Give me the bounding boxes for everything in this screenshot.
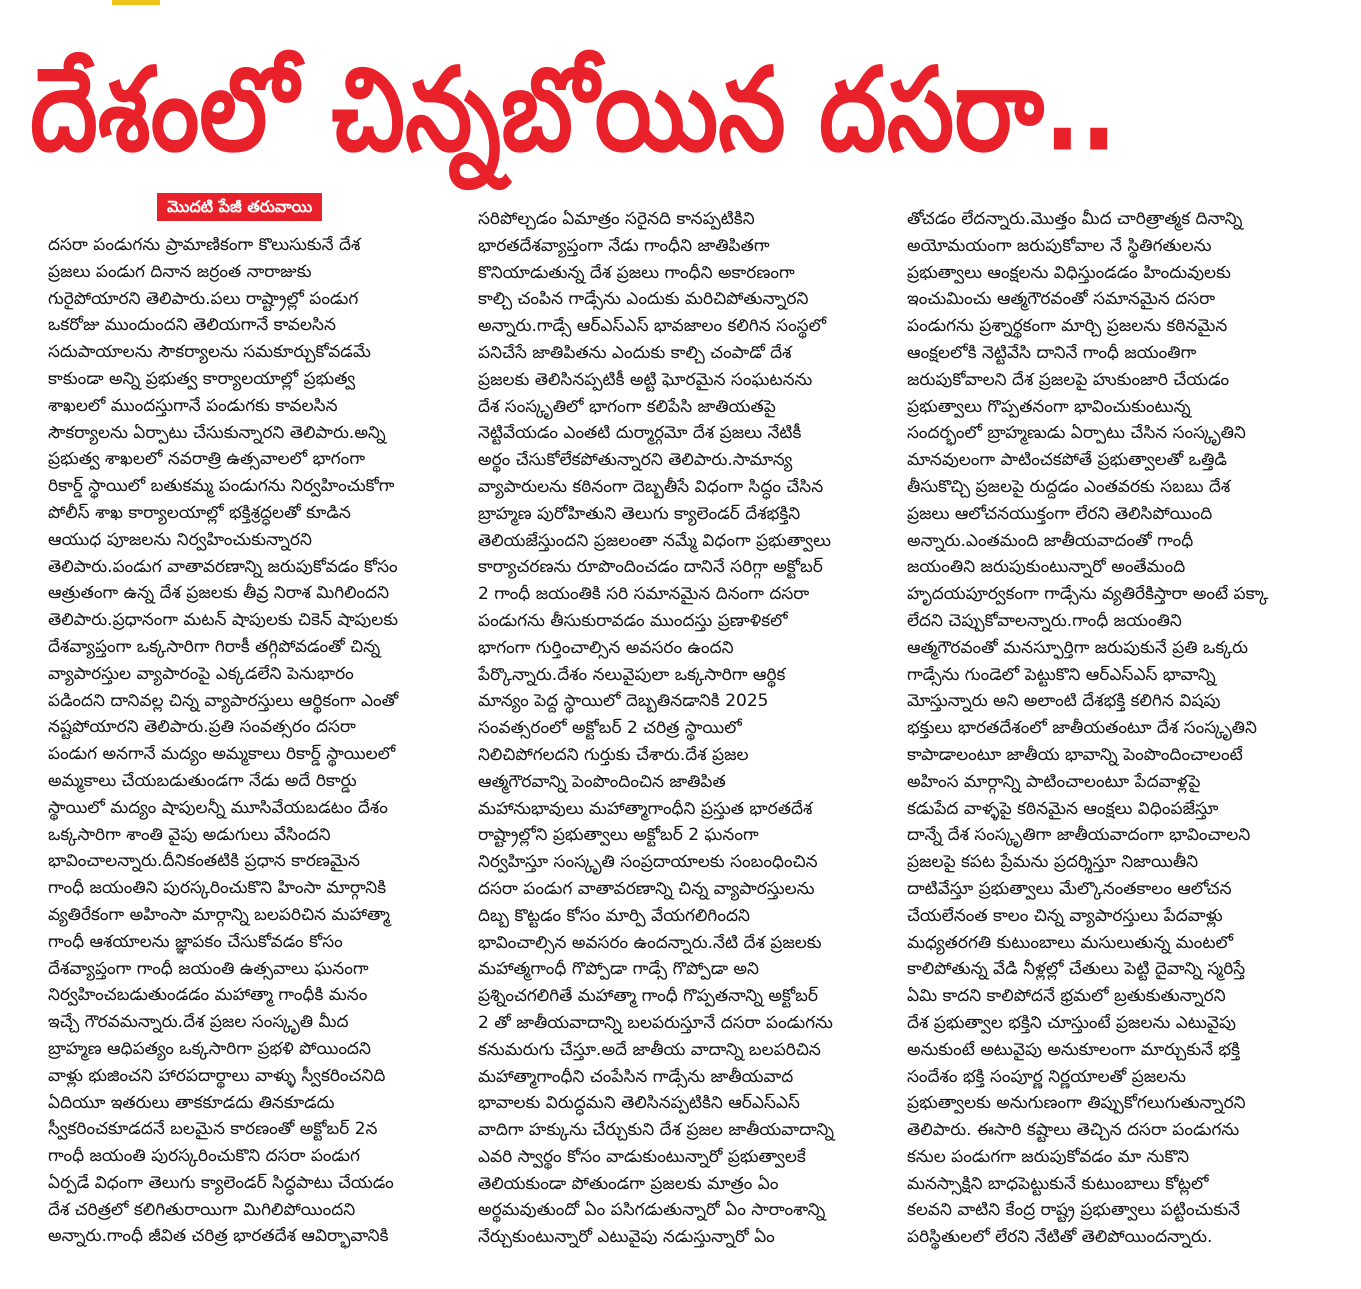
accent-bar (112, 0, 160, 5)
article-column-1: దసరా పండుగను ప్రామాణికంగా కొలుసుకునే దేశ ప్రజలు పండుగ దినాన జర్రంత నారాజుకు గురైపోయారని తెలిపారు.పలు రాష్ట్రాల్లో పండుగ ఒకరోజు ముందుందని తెలియగానే కావలసిన సదుపాయాలను సౌకర్యాలను సమకూర్చుకోవడమే కాకుండా అన్ని ప్రభుత్వ కార్యాలయాల్లో ప్రభుత్వ శాఖలలో ముందస్తుగానే పండుగకు కావలసిన సౌకర్యాలను ఏర్పాటు చేసుకున్నారని తెలిపారు.అన్ని ప్రభుత్వ శాఖలలో నవరాత్రి ఉత్సవాలలో భాగంగా రికార్డ్ స్థాయిలో బతుకమ్మ పండుగను నిర్వహించుకోగా పోలీస్ శాఖ కార్యాలయాల్లో భక్తిశ్రద్ధలతో కూడిన ఆయుధ పూజలను నిర్వహించుకున్నారని తెలిపారు.పండుగ వాతావరణాన్ని జరుపుకోవడం కోసం ఆత్రుతంగా ఉన్న దేశ ప్రజలకు తీవ్ర నిరాశ మిగిలిందని తెలిపారు.ప్రధానంగా మటన్ షాపులకు చికెన్ షాపులకు దేశవ్యాప్తంగా ఒక్కసారిగా గిరాకీ తగ్గిపోవడంతో చిన్న వ్యాపారస్తుల వ్యాపారంపై ఎక్కడలేని పెనుభారం పడిందని దానివల్ల చిన్న వ్యాపారస్తులు ఆర్థికంగా ఎంతో నష్టపోయారని తెలిపారు.ప్రతి సంవత్సరం దసరా పండుగ అనగానే మద్యం అమ్మకాలు రికార్డ్ స్థాయిలలో అమ్మకాలు చేయబడుతుండగా నేడు అదే రికార్డు స్థాయిలో మద్యం షాపులన్నీ మూసివేయబడటం దేశం ఒక్కసారిగా శాంతి వైపు అడుగులు వేసిందని భావించాలన్నారు.దీనికంతటికి ప్రధాన కారణమైన గాంధీ జయంతిని పురస్కరించుకొని హింసా మార్గానికి వ్యతిరేకంగా అహింసా మార్గాన్ని బలపరిచిన మహాత్మా గాంధీ ఆశయాలను జ్ఞాపకం చేసుకోవడం కోసం దేశవ్యాప్తంగా గాంధీ జయంతి ఉత్సవాలు ఘనంగా నిర్వహించబడుతుండడం మహాత్మా గాంధీకి మనం ఇచ్చే గౌరవమన్నారు.దేశ ప్రజల సంస్కృతి మీద బ్రాహ్మణ ఆధిపత్యం ఒక్కసారిగా ప్రభళి పోయిందని వాళ్లు భుజించని హారపదార్థాలు వాళ్ళు స్వీకరించనిది ఏదియూ ఇతరులు తాకకూడదు తినకూడదు స్వీకరించకూడదనే బలమైన కారణంతో అక్టోబర్ 2న గాంధీ జయంతి పురస్కరించుకొని దసరా పండుగ ఏర్పడే విధంగా తెలుగు క్యాలెండర్ సిద్ధపాటు చేయడం దేశ చరిత్రలో కలిగితురాయిగా మిగిలిపోయిందని అన్నారు.గాంధీ జీవిత చరిత్ర భారతదేశ ఆవిర్భావానికి (48, 235, 399, 1247)
article-column-3: తోచడం లేదన్నారు.మొత్తం మీద చారిత్రాత్మక దినాన్ని అయోమయంగా జరుపుకోవాల నే స్థితిగతులను ప్రభుత్వాలు ఆంక్షలను విధిస్తుండడం హిందువులకు ఇంచుమించు ఆత్మగౌరవంతో సమానమైన దసరా పండుగను ప్రశ్నార్థకంగా మార్చి ప్రజలను కఠినమైన ఆంక్షలలోకి నెట్టివేసి దానినే గాంధీ జయంతిగా జరుపుకోవాలని దేశ ప్రజలపై హుకుంజారి చేయడం ప్రభుత్వాలు గొప్పతనంగా భావించుకుంటున్న సందర్భంలో బ్రాహ్మణుడు ఏర్పాటు చేసిన సంస్కృతిని మానవులంగా పాటించకపోతే ప్రభుత్వాలతో ఒత్తిడి తీసుకొచ్చి ప్రజలపై రుద్దడం ఎంతవరకు సబబు దేశ ప్రజలు ఆలోచనయుక్తంగా లేరని తెలిసిపోయింది అన్నారు.ఎంతమంది జాతీయవాదంతో గాంధీ జయంతిని జరుపుకుంటున్నారో అంతేమంది హృదయపూర్వకంగా గాడ్సేను వ్యతిరేకిస్తారా అంటే పక్కా లేదని చెప్పుకోవాలన్నారు.గాంధీ జయంతిని ఆత్మగౌరవంతో మనస్ఫూర్తిగా జరుపుకునే ప్రతి ఒక్కరు గాడ్సేను గుండెలో పెట్టుకొని ఆర్ఎస్ఎస్ భావాన్ని మోస్తున్నారు అని అలాంటి దేశభక్తి కలిగిన విషపు భక్తులు భారతదేశంలో జాతీయతంటూ దేశ సంస్కృతిని కాపాడాలంటూ జాతీయ భావాన్ని పెంపొందించాలంటే అహింస మార్గాన్ని పాటించాలంటూ పేదవాళ్లపై కడుపేద వాళ్ళపై కఠినమైన ఆంక్షలు విధింపజేస్తూ దాన్నే దేశ సంస్కృతిగా జాతీయవాదంగా భావించాలని ప్రజలపై కపట ప్రేమను ప్రదర్శిస్తూ నిజాయితీని దాటివేస్తూ ప్రభుత్వాలు మేల్కొనంతకాలం ఆలోచన చేయలేనంత కాలం చిన్న వ్యాపారస్తులు పేదవాళ్లు మధ్యతరగతి కుటుంబాలు మసులుతున్న మంటలో కాలిపోతున్న వేడి నీళ్లల్లో చేతులు పెట్టి దైవాన్ని స్మరిస్తే ఏమి కాదని కాలిపోదనే భ్రమలో బ్రతుకుతున్నారని దేశ ప్రభుత్వాల భక్తిని చూస్తుంటే ప్రజలను ఎటువైపు అనుకుంటే అటువైపు అనుకూలంగా మార్చుకునే భక్తి సందేశం భక్తి సంపూర్ణ నిర్ణయాలతో ప్రజలను ప్రభుత్వాలకు అనుగుణంగా తిప్పుకోగలుగుతున్నారని తెలిపారు. ఈసారి కష్టాలు తెచ్చిన దసరా పండుగను కనుల పండుగగా జరుపుకోవడం మా నుకొని మనస్సాక్షిని బాధపెట్టుకునే కుటుంబాలు కోట్లలో కలవని వాటిని కేంద్ర రాష్ట్ర ప్రభుత్వాలు పట్టించుకునే పరిస్థితులలో లేరని నేటితో తెలిపోయిందన్నారు. (907, 209, 1269, 1248)
article-column-2: సరిపోల్చడం ఏమాత్రం సరైనది కానప్పటికిని భారతదేశవ్యాప్తంగా నేడు గాంధీని జాతిపితగా కొనియాడుతున్న దేశ ప్రజలు గాంధీని అకారణంగా కాల్చి చంపిన గాడ్సేను ఎందుకు మరిచిపోతున్నారని అన్నారు.గాడ్సే ఆర్ఎస్ఎస్ భావజాలం కలిగిన సంస్థలో పనిచేసే జాతిపితను ఎందుకు కాల్చి చంపాడో దేశ ప్రజలకు తెలిసినప్పటికీ అట్టి ఘోరమైన సంఘటనను దేశ సంస్కృతిలో భాగంగా కలిపేసి జాతియతపై నెట్టివేయడం ఎంతటి దుర్మార్గమో దేశ ప్రజలు నేటికీ అర్థం చేసుకోలేకపోతున్నారని తెలిపారు.సామాన్య వ్యాపారులను కఠినంగా దెబ్బతీసే విధంగా సిద్ధం చేసిన బ్రాహ్మణ పురోహితుని తెలుగు క్యాలెండర్ దేశభక్తిని తెలియజేస్తుందని ప్రజలంతా నమ్మే విధంగా ప్రభుత్వాలు కార్యాచరణను రూపొందించడం దానినే సరిగ్గా అక్టోబర్ 2 గాంధీ జయంతికి సరి సమానమైన దినంగా దసరా పండుగను తీసుకురావడం ముందస్తు ప్రణాళికలో భాగంగా గుర్తించాల్సిన అవసరం ఉందని పేర్కొన్నారు.దేశం నలువైపులా ఒక్కసారిగా ఆర్థిక మాన్యం పెద్ద స్థాయిలో దెబ్బతినడానికి 2025 సంవత్సరంలో అక్టోబర్ 2 చరిత్ర స్థాయిలో నిలిచిపోగలదని గుర్తుకు చేశారు.దేశ ప్రజల ఆత్మగౌరవాన్ని పెంపొందించిన జాతిపిత మహానుభావులు మహాత్మాగాంధీని ప్రస్తుత భారతదేశ రాష్ట్రాల్లోని ప్రభుత్వాలు అక్టోబర్ 2 ఘనంగా నిర్వహిస్తూ సంస్కృతి సంప్రదాయాలకు సంబంధించిన దసరా పండుగ వాతావరణాన్ని చిన్న వ్యాపారస్తులను దిబ్బ కొట్టడం కోసం మార్పి వేయగలిగిందని భావించాల్సిన అవసరం ఉందన్నారు.నేటి దేశ ప్రజలకు మహాత్మగాంధీ గొప్పోడా గాడ్సే గొప్పోడా అని ప్రశ్నించగలిగితే మహాత్మా గాంధీ గొప్పతనాన్ని అక్టోబర్ 2 తో జాతీయవాదాన్ని బలపరుస్తూనే దసరా పండుగను కనుమరుగు చేస్తూ.అదే జాతీయ వాదాన్ని బలపరిచిన మహాత్మాగాంధీని చంపేసిన గాడ్సేను జాతీయవాద భావాలకు విరుద్ధమని తెలిసినప్పటికిని ఆర్ఎస్ఎస్ వాదిగా హక్కును చేర్చుకుని దేశ ప్రజల జాతీయవాదాన్ని ఎవరి స్వార్థం కోసం వాడుకుంటున్నారో ప్రభుత్వాలకే తెలియకుండా పోతుండగా ప్రజలకు మాత్రం ఏం అర్థమవుతుందో ఏం పసిగడుతున్నారో ఏం సారాంశాన్ని నేర్చుకుంటున్నారో ఎటువైపు నడుస్తున్నారో ఏం (478, 209, 834, 1248)
continuation-label: మొదటి పేజీ తరువాయి (157, 193, 322, 221)
headline: దేశంలో చిన్నబోయిన దసరా.. (30, 42, 1118, 178)
